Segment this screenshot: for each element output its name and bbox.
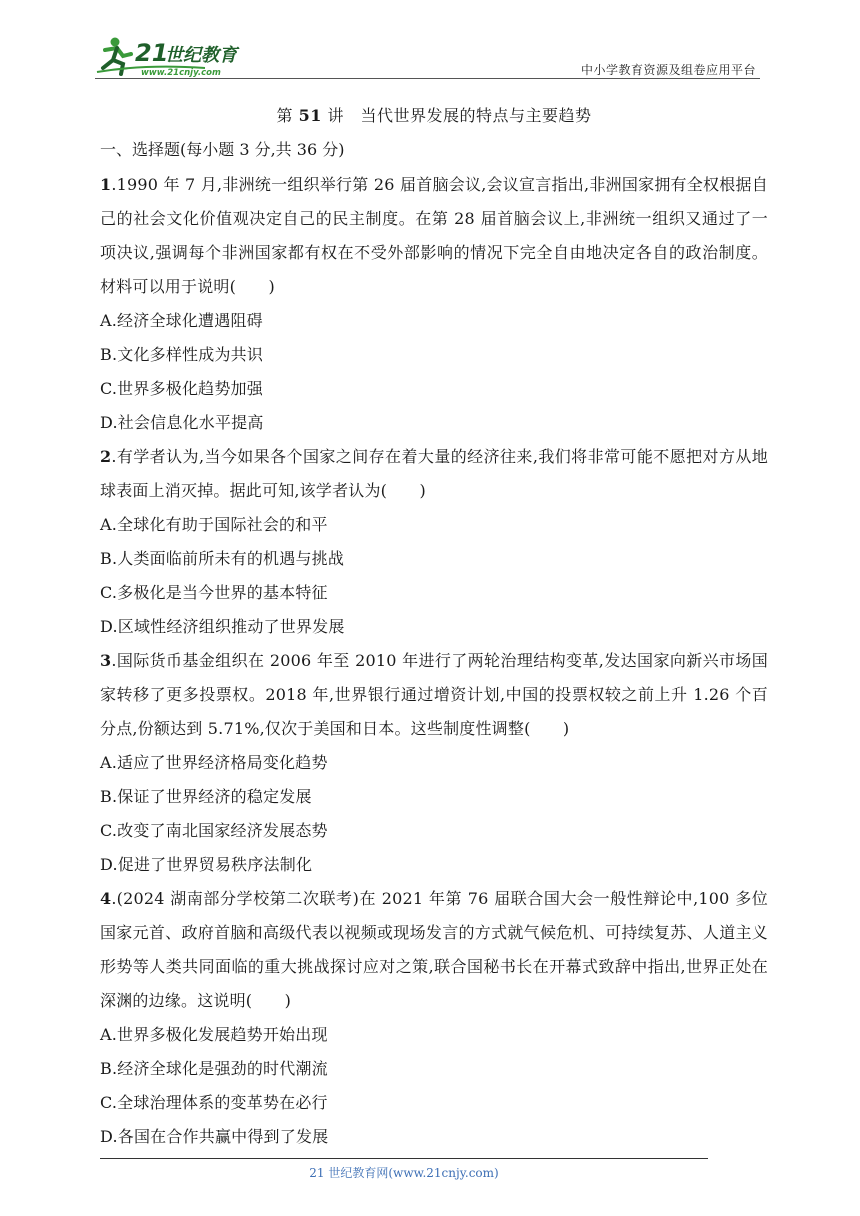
question-stem	[100, 644, 768, 746]
worksheet-body	[100, 102, 768, 1154]
option-c[interactable]: C.全球治理体系的变革势在必行	[100, 1093, 328, 1112]
option-c[interactable]: C.改变了南北国家经济发展态势	[100, 821, 328, 840]
option-a[interactable]: A.适应了世界经济格局变化趋势	[100, 753, 328, 772]
option-d[interactable]: D.区域性经济组织推动了世界发展	[100, 617, 345, 636]
question-text: .国际货币基金组织在 2006 年至 2010 年进行了两轮治理结构变革,发达国家向新兴市场国家转移了更多投票权。2018 年,世界银行通过增资计划,中国的投票权较之前上升 1.26 个百分点,份额达到 5.71%,仅次于美国和日本。这些制度性调整( )	[100, 651, 768, 738]
platform-tagline: 中小学教育资源及组卷应用平台	[580, 63, 756, 77]
question-number: 1	[100, 175, 112, 194]
question-2	[100, 440, 768, 644]
svg-text:世纪教育: 世纪教育	[165, 45, 237, 66]
question-stem	[100, 440, 768, 508]
lesson-title-text: 讲 当代世界发展的特点与主要趋势	[321, 106, 592, 125]
option-b[interactable]: B.保证了世界经济的稳定发展	[100, 787, 312, 806]
option-c[interactable]: C.多极化是当今世界的基本特征	[100, 583, 328, 602]
option-d[interactable]: D.社会信息化水平提高	[100, 413, 264, 432]
question-3	[100, 644, 768, 882]
option-a[interactable]: A.经济全球化遭遇阻碍	[100, 311, 263, 330]
running-figure-logo-icon	[95, 34, 265, 78]
question-text: .(2024 湖南部分学校第二次联考)在 2021 年第 76 届联合国大会一般性辩论中,100 多位国家元首、政府首脑和高级代表以视频或现场发言的方式就气候危机、可持续复苏、人道主义形势等人类共同面临的重大挑战探讨应对之策,联合国秘书长在开幕式致辞中指出,世界正处在深渊的边缘。这说明( )	[100, 889, 768, 1010]
question-stem	[100, 882, 768, 1018]
question-text: .1990 年 7 月,非洲统一组织举行第 26 届首脑会议,会议宣言指出,非洲国家拥有全权根据自己的社会文化价值观决定自己的民主制度。在第 28 届首脑会议上,非洲统一组织又通过了一项决议,强调每个非洲国家都有权在不受外部影响的情况下完全自由地决定各自的政治制度。材料可以用于说明( )	[100, 175, 768, 296]
footer-link[interactable]: 21 世纪教育网(www.21cnjy.com)	[309, 1166, 499, 1180]
page-header	[95, 34, 760, 80]
section-heading: 一、选择题(每小题 3 分,共 36 分)	[100, 140, 345, 159]
lesson-title	[100, 102, 768, 130]
question-4	[100, 882, 768, 1154]
svg-text:www.21cnjy.com: www.21cnjy.com	[141, 68, 221, 78]
question-number: 2	[100, 447, 112, 466]
option-c[interactable]: C.世界多极化趋势加强	[100, 379, 263, 398]
option-a[interactable]: A.世界多极化发展趋势开始出现	[100, 1025, 328, 1044]
question-text: .有学者认为,当今如果各个国家之间存在着大量的经济往来,我们将非常可能不愿把对方从地球表面上消灭掉。据此可知,该学者认为( )	[100, 447, 768, 500]
header-divider	[95, 78, 760, 79]
question-1	[100, 168, 768, 440]
site-logo[interactable]	[95, 34, 265, 78]
footer-divider	[100, 1158, 708, 1159]
question-number: 4	[100, 889, 112, 908]
option-d[interactable]: D.促进了世界贸易秩序法制化	[100, 855, 313, 874]
question-number: 3	[100, 651, 112, 670]
question-stem	[100, 168, 768, 304]
lesson-number: 51	[298, 106, 322, 125]
option-b[interactable]: B.经济全球化是强劲的时代潮流	[100, 1059, 328, 1078]
option-b[interactable]: B.人类面临前所未有的机遇与挑战	[100, 549, 345, 568]
svg-text:21: 21	[135, 39, 169, 67]
lesson-title-prefix: 第	[276, 106, 299, 125]
option-a[interactable]: A.全球化有助于国际社会的和平	[100, 515, 328, 534]
option-b[interactable]: B.文化多样性成为共识	[100, 345, 264, 364]
option-d[interactable]: D.各国在合作共赢中得到了发展	[100, 1127, 329, 1146]
